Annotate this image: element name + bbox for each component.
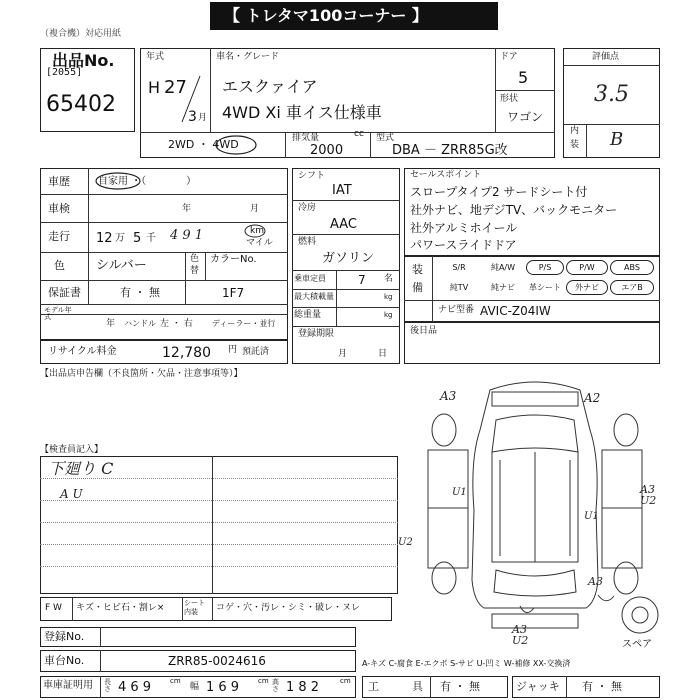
reg-box bbox=[40, 627, 356, 647]
interior-label-1: 内 bbox=[570, 126, 580, 136]
color-no-label: カラーNo. bbox=[210, 254, 257, 265]
warranty-value: 有 ・ 無 bbox=[120, 286, 160, 299]
shape-label: 形状 bbox=[500, 94, 519, 104]
sales-item-3: 社外アルミホイール bbox=[410, 221, 518, 235]
recycle-value: 12,780 bbox=[162, 345, 211, 361]
mileage-label: 走行 bbox=[48, 230, 70, 243]
km-circle bbox=[244, 224, 266, 238]
mileage-km: km bbox=[250, 226, 264, 236]
handle-value: 左 ・ 右 bbox=[160, 319, 193, 329]
equip-sr: S/R bbox=[452, 263, 466, 272]
year-label: 年式 bbox=[146, 52, 165, 62]
shift-label: シフト bbox=[298, 171, 326, 181]
chassis-value: ZRR85-0024616 bbox=[168, 654, 266, 668]
jack-label: ジャッキ bbox=[516, 680, 560, 693]
color-label: 色 bbox=[54, 259, 65, 272]
equipment-label-1: 装 bbox=[412, 263, 423, 276]
equip-pure-navi: 純ナビ bbox=[491, 283, 515, 292]
tools-value: 有 ・ 無 bbox=[440, 680, 480, 693]
equip-leather: 革シート bbox=[529, 283, 561, 292]
retrofit-box bbox=[404, 322, 660, 364]
load-unit: kg bbox=[384, 293, 393, 301]
dim-length: 4 6 9 bbox=[118, 680, 152, 695]
equipment-label-2: 備 bbox=[412, 281, 423, 294]
door-value: 5 bbox=[518, 68, 529, 87]
interior-grade: B bbox=[610, 129, 624, 150]
damage-mark-left-door: U1 bbox=[452, 487, 467, 498]
grade-label: 評価点 bbox=[592, 52, 620, 62]
name-label: 車名・グレード bbox=[216, 52, 280, 62]
mileage-man: 12 bbox=[96, 231, 113, 246]
shaken-year: 年 bbox=[182, 204, 192, 214]
warranty-label: 保証書 bbox=[48, 286, 81, 299]
fuel-value: ガソリン bbox=[322, 251, 375, 266]
equip-airbag: エアB bbox=[610, 280, 654, 295]
color-change-2: 替 bbox=[190, 266, 200, 276]
equip-pure-aw: 純A/W bbox=[490, 263, 516, 272]
car-diagram bbox=[400, 370, 670, 655]
history-label: 車歴 bbox=[48, 175, 70, 188]
equip-ps: P/S bbox=[526, 260, 564, 275]
interior-label-2: 装 bbox=[570, 140, 580, 150]
dim-height-cm: cm bbox=[340, 677, 351, 685]
lot-label: 出品No. bbox=[52, 51, 115, 70]
expiry-label: 登録期限 bbox=[298, 329, 335, 339]
grade-score: 3.5 bbox=[594, 82, 629, 107]
mileage-hand: 4 9 1 bbox=[170, 228, 204, 243]
model-label: 型式 bbox=[376, 133, 395, 143]
sales-label: セールスポイント bbox=[410, 170, 482, 180]
sales-item-4: パワースライドドア bbox=[410, 238, 517, 252]
model-year-label: モデル年式 bbox=[44, 306, 72, 321]
navi-label: ナビ型番 bbox=[438, 305, 475, 315]
capacity-value: 7 bbox=[358, 273, 366, 287]
spare-label: スペア bbox=[622, 639, 652, 650]
inspector-line-2: A U bbox=[60, 487, 83, 501]
damage-mark-rear: A3 U2 bbox=[512, 623, 529, 647]
history-value: 自家用 ・（ ） bbox=[98, 176, 197, 187]
inspector-line-1: 下廻り C bbox=[48, 459, 114, 478]
jack-value: 有 ・ 無 bbox=[582, 680, 622, 693]
damage-mark-right-side: A3 U2 bbox=[640, 483, 657, 507]
shaken-month: 月 bbox=[250, 204, 260, 214]
expiry-day: 日 bbox=[378, 349, 388, 359]
equip-pw: P/W bbox=[566, 260, 608, 275]
month-value: 3 bbox=[188, 109, 197, 125]
recycle-label: リサイクル料金 bbox=[48, 346, 117, 357]
recycle-unit: 円 bbox=[228, 345, 238, 355]
retrofit-label: 後日品 bbox=[410, 326, 438, 336]
dim-length-cm: cm bbox=[170, 677, 181, 685]
color-no-value: 1F7 bbox=[222, 286, 245, 300]
handle-label: ハンドル bbox=[124, 319, 156, 328]
shape-value: ワゴン bbox=[507, 110, 544, 124]
lot-code: [2055] bbox=[46, 67, 83, 78]
door-label: ドア bbox=[500, 52, 518, 62]
seat-text: コゲ・穴・汚レ・シミ・破レ・ヌレ bbox=[216, 603, 361, 613]
dim-width-label: 幅 bbox=[190, 682, 200, 692]
history-circle bbox=[94, 172, 142, 190]
model-value: DBA － ZRR85G改 bbox=[392, 143, 508, 158]
capacity-label: 乗車定員 bbox=[294, 274, 326, 283]
gross-label: 総重量 bbox=[294, 310, 322, 320]
top-note: （複合機）対応用紙 bbox=[40, 29, 122, 39]
drive-options: 2WD ・ 4WD bbox=[168, 138, 239, 151]
damage-mark-left-rear: U2 bbox=[398, 537, 413, 548]
mileage-sen: 5 bbox=[133, 231, 142, 246]
fw-text: キズ・ヒビ石・割レ× bbox=[76, 603, 165, 613]
inspector-label: 【検査員記入】 bbox=[40, 445, 104, 455]
model-year-unit: 年 bbox=[106, 319, 116, 329]
drive-circle bbox=[214, 134, 258, 156]
load-label: 最大積載量 bbox=[294, 292, 334, 301]
gross-unit: kg bbox=[384, 311, 393, 319]
displacement-cc: cc bbox=[354, 129, 364, 139]
shift-value: IAT bbox=[332, 183, 352, 198]
damage-mark-rear-right: A3 bbox=[588, 575, 603, 588]
displacement-label: 排気量 bbox=[292, 133, 320, 143]
capacity-unit: 名 bbox=[384, 274, 394, 284]
header-bar bbox=[210, 2, 498, 30]
header-title: 【 トレタマ100コーナー 】 bbox=[224, 6, 428, 25]
color-change-1: 色 bbox=[190, 254, 200, 264]
lot-number: 65402 bbox=[46, 92, 116, 117]
seat-label: シート内装 bbox=[184, 599, 205, 616]
year-era: H bbox=[148, 78, 161, 97]
equip-abs: ABS bbox=[610, 260, 654, 275]
equip-aftermarket-navi: 外ナビ bbox=[566, 280, 608, 295]
fw-label: F W bbox=[45, 603, 62, 613]
car-name: エスクァイア bbox=[222, 77, 318, 96]
expiry-month: 月 bbox=[338, 349, 348, 359]
dim-height-label: 高さ bbox=[272, 678, 279, 693]
report-label: 【出品店申告欄（不良箇所・欠品・注意事項等）】 bbox=[40, 369, 243, 379]
dim-height: 1 8 2 bbox=[286, 680, 320, 695]
navi-value: AVIC-Z04IW bbox=[480, 304, 551, 318]
mileage-man-unit: 万 bbox=[115, 233, 125, 244]
year-slash bbox=[178, 74, 204, 126]
dim-length-label: 長さ bbox=[104, 678, 111, 693]
ac-value: AAC bbox=[330, 217, 357, 232]
equip-pure-tv: 純TV bbox=[449, 283, 469, 292]
recycle-note: 預託済 bbox=[242, 347, 270, 357]
damage-mark-front-right: A2 bbox=[584, 391, 601, 405]
cert-label: 車庫証明用 bbox=[43, 680, 93, 691]
tools-label: 工 具 bbox=[368, 680, 423, 693]
legend: A-キズ C-腐食 E-エクボ S-サビ U-凹ミ W-補修 XX-交換済 bbox=[362, 659, 571, 668]
fuel-label: 燃料 bbox=[298, 237, 317, 247]
mileage-sen-unit: 千 bbox=[146, 233, 156, 244]
damage-mark-front-left: A3 bbox=[440, 389, 457, 403]
damage-mark-right-door: U1 bbox=[584, 511, 599, 522]
month-unit: 月 bbox=[198, 113, 208, 123]
dim-width-cm: cm bbox=[258, 677, 269, 685]
chassis-label: 車台No. bbox=[44, 654, 85, 667]
sales-item-2: 社外ナビ、地デジTV、バックモニター bbox=[410, 203, 618, 217]
sales-item-1: スロープタイプ2 サードシート付 bbox=[410, 185, 588, 199]
displacement-value: 2000 bbox=[310, 143, 344, 158]
car-grade: 4WD Xi 車イス仕様車 bbox=[222, 103, 382, 122]
year-value: 27 bbox=[164, 77, 187, 98]
color-value: シルバー bbox=[96, 258, 147, 273]
ac-label: 冷房 bbox=[298, 203, 317, 213]
dealer-label: ディーラー・並行 bbox=[212, 319, 276, 328]
reg-label: 登録No. bbox=[44, 630, 85, 643]
dim-width: 1 6 9 bbox=[206, 680, 240, 695]
mileage-mile: マイル bbox=[246, 238, 273, 248]
shaken-label: 車検 bbox=[48, 202, 70, 215]
